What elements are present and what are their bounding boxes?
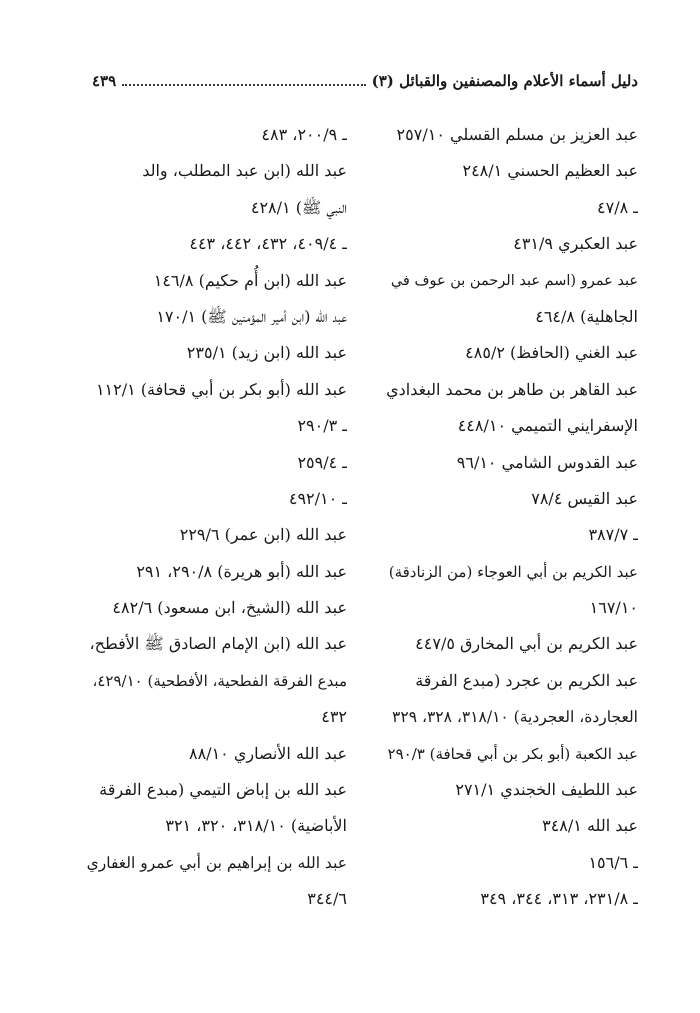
index-entry-line: ١٦٧/١٠ [589, 598, 638, 618]
index-entry-line: ـ ١٥٦/٦ [588, 852, 638, 872]
index-entry-line: الإسفرايني التميمي ٤٤٨/١٠ [457, 416, 638, 436]
index-entry-line: ـ ٢٩٠/٣ [297, 416, 347, 436]
index-entry-line: عبد القاهر بن طاهر بن محمد البغدادي [386, 379, 638, 399]
page-number: ٤٣٩ [92, 72, 117, 90]
index-entry-line: عبد القدوس الشامي ٩٦/١٠ [456, 452, 638, 472]
index-entry-line: عبد الله (أبو بكر بن أبي قحافة) ١١٢/١ [95, 379, 347, 399]
index-column-left [85, 117, 347, 918]
index-entry-line: ـ ٣٨٧/٧ [588, 525, 638, 545]
index-entry-line: الأباضية) ٣١٨/١٠، ٣٢٠، ٣٢١ [165, 816, 347, 836]
index-entry-line: عبد الله (أبو هريرة) ٢٩٠/٨، ٢٩١ [136, 561, 347, 581]
dotted-leader [122, 84, 365, 86]
index-entry-line: ـ ٤٧/٨ [597, 197, 638, 217]
index-entry-line: مبدع الفرقة الفطحية، الأفطحية) ٤٢٩/١٠، [92, 671, 347, 690]
index-entry-line: عبد الغني (الحافظ) ٤٨٥/٢ [465, 343, 638, 363]
index-entry-line: عبد الكريم بن أبي المخارق ٤٤٧/٥ [415, 634, 638, 654]
index-entry-line: ٣٤٤/٦ [307, 889, 347, 909]
index-entry-line: عبد اللطيف الخجندي ٢٧١/١ [455, 780, 638, 800]
index-entry-line: عبد الكعبة (أبو بكر بن أبي قحافة) ٢٩٠/٣ [387, 744, 638, 763]
index-column-right [386, 117, 638, 918]
index-entry-line: العجاردة، العجردية) ٣١٨/١٠، ٣٢٨، ٣٢٩ [392, 708, 638, 727]
index-entry-line: عبد الله (ابن عمر) ٢٢٩/٦ [179, 525, 347, 545]
index-entry-line: عبد الله (ابن الإمام الصادق ﷺ الأفطح، [89, 634, 347, 654]
index-entry-line: ـ ٢٠٠/٩، ٤٨٣ [261, 125, 347, 144]
index-entry-line: ـ ٤٩٢/١٠ [288, 488, 347, 508]
index-entry-line: عبد الله (ابن أُم حكيم) ١٤٦/٨ [153, 270, 347, 290]
index-entry-line: النبي ﷺ) ٤٢٨/١ [250, 197, 347, 217]
index-entry-line: ـ ٢٣١/٨، ٣١٣، ٣٤٤، ٣٤٩ [480, 889, 638, 909]
index-entry-line: عبد الله بن إباض التيمي (مبدع الفرقة [99, 780, 347, 800]
index-entry-line: عبد العزيز بن مسلم القسلي ٢٥٧/١٠ [396, 125, 638, 144]
running-header [92, 66, 638, 96]
index-entry-line: عبد الكريم بن عجرد (مبدع الفرقة [415, 670, 638, 690]
index-entry-line: عبد الله ٣٤٨/١ [542, 816, 638, 836]
index-entry-line: عبد الله الأنصاري ٨٨/١٠ [188, 743, 347, 763]
header-title: دليل أسماء الأعلام والمصنفين والقبائل (٣) [371, 72, 638, 90]
index-entry-line: عبد الله بن إبراهيم بن أبي عمرو الغفاري [86, 853, 347, 872]
index-entry-line: عبد الكريم بن أبي العوجاء (من الزنادقة) [388, 562, 638, 581]
index-entry-line: عبد الله (ابن زيد) ٢٣٥/١ [186, 343, 347, 363]
index-entry-line: عبد عمرو (اسم عبد الرحمن بن عوف في [390, 272, 638, 289]
index-entry-line: ٤٣٢ [321, 707, 347, 727]
index-entry-line: ـ ٤٠٩/٤، ٤٣٢، ٤٤٢، ٤٤٣ [189, 234, 347, 254]
index-entry-line: عبد العظيم الحسني ٢٤٨/١ [462, 161, 638, 181]
index-entry-line: عبد الله (ابن عبد المطلب، والد [142, 161, 347, 181]
index-entry-line: عبد الله (ابن أمير المؤمنين ﷺ) ١٧٠/١ [156, 306, 347, 326]
index-entry-line: الجاهلية) ٤٦٤/٨ [535, 306, 638, 326]
index-entry-line: عبد العكبري ٤٣١/٩ [513, 234, 638, 254]
index-entry-line: عبد القيس ٧٨/٤ [531, 488, 638, 508]
index-entry-line: ـ ٢٥٩/٤ [297, 452, 347, 472]
index-entry-line: عبد الله (الشيخ، ابن مسعود) ٤٨٢/٦ [112, 598, 347, 618]
